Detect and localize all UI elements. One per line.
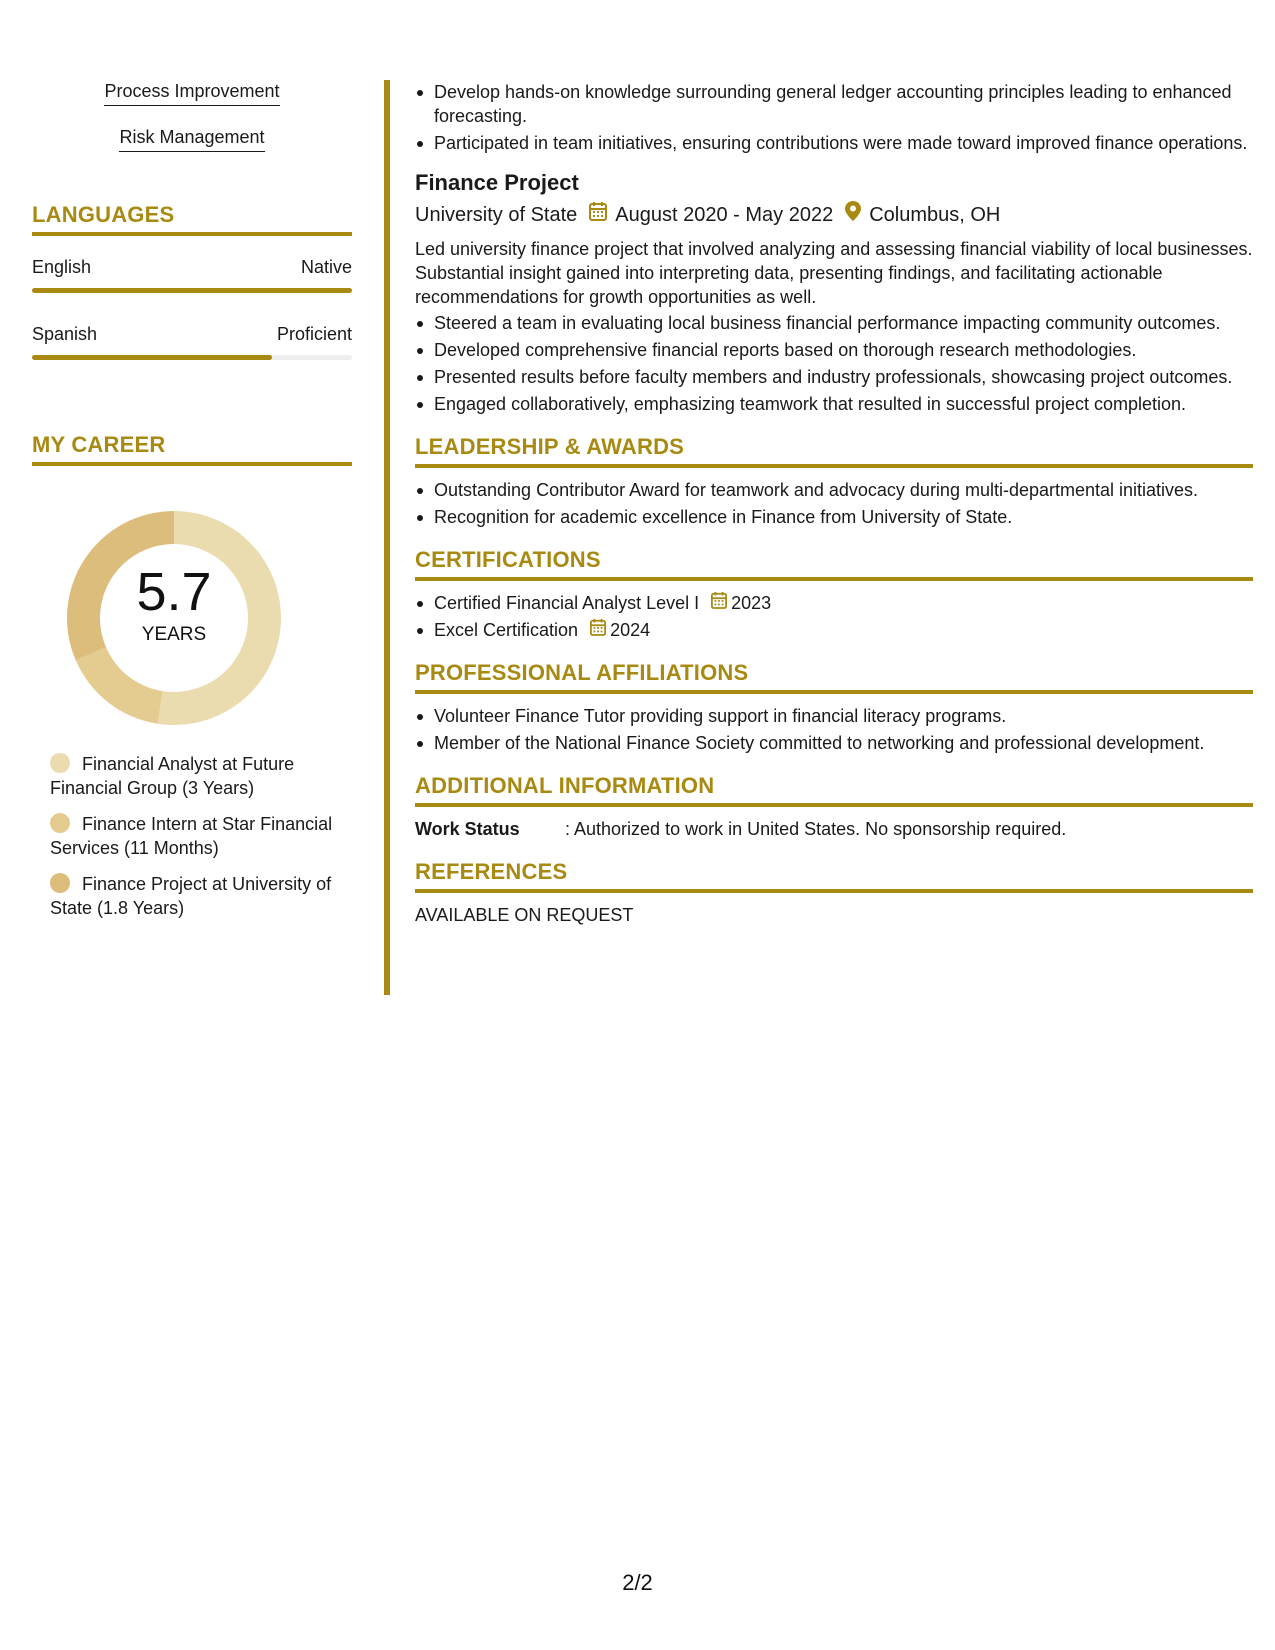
bullet-item: Engaged collaboratively, emphasizing teamwork that resulted in successful project completion. bbox=[415, 392, 1253, 416]
bullet-item: Develop hands-on knowledge surrounding general ledger accounting principles leading to enhanced forecasting. bbox=[415, 80, 1253, 128]
language-bar-fill bbox=[32, 288, 352, 293]
legend-label: Finance Intern at Star Financial Services (11 Months) bbox=[50, 814, 333, 858]
calendar-icon bbox=[590, 618, 606, 642]
language-item bbox=[32, 323, 352, 360]
donut-slice-1 bbox=[76, 647, 163, 723]
map-pin-icon bbox=[845, 201, 861, 229]
project-dates: August 2020 - May 2022 bbox=[615, 204, 834, 226]
work-status-row bbox=[415, 817, 1253, 841]
language-item bbox=[32, 256, 352, 293]
work-status-key: Work Status bbox=[415, 819, 520, 839]
bullet-item: Participated in team initiatives, ensuring contributions were made toward improved finance operations. bbox=[415, 131, 1253, 155]
cert-item bbox=[415, 591, 1253, 615]
bullet-item: Presented results before faculty members and industry professionals, showcasing project outcomes. bbox=[415, 365, 1253, 389]
cert-name: Certified Financial Analyst Level I bbox=[434, 593, 700, 613]
certifications-heading: CERTIFICATIONS bbox=[415, 547, 1253, 581]
legend-label: Financial Analyst at Future Financial Group (3 Years) bbox=[50, 754, 295, 798]
bullet-item: Member of the National Finance Society committed to networking and professional development. bbox=[415, 731, 1253, 755]
cert-item bbox=[415, 618, 1253, 642]
previous-job-bullets bbox=[415, 80, 1253, 155]
additional-heading: ADDITIONAL INFORMATION bbox=[415, 773, 1253, 807]
right-column bbox=[415, 80, 1253, 927]
legend-dot bbox=[50, 813, 70, 833]
language-name: English bbox=[32, 257, 92, 277]
legend-label: Finance Project at University of State (1.8 Years) bbox=[50, 874, 332, 918]
career-total: 5.7 bbox=[136, 562, 212, 622]
leadership-heading: LEADERSHIP & AWARDS bbox=[415, 434, 1253, 468]
skills-list bbox=[32, 80, 352, 172]
career-legend bbox=[32, 752, 352, 920]
language-bar bbox=[32, 355, 352, 360]
additional-section bbox=[415, 773, 1253, 841]
references-section bbox=[415, 859, 1253, 927]
cert-name: Excel Certification bbox=[434, 620, 579, 640]
career-unit: YEARS bbox=[141, 624, 207, 645]
left-column bbox=[32, 80, 352, 932]
legend-dot bbox=[50, 753, 70, 773]
legend-item bbox=[50, 872, 344, 920]
career-heading: MY CAREER bbox=[32, 432, 352, 466]
bullet-item: Volunteer Finance Tutor providing support in financial literacy programs. bbox=[415, 704, 1253, 728]
skill-item: Risk Management bbox=[119, 126, 264, 152]
project-title: Finance Project bbox=[415, 170, 579, 195]
project-bullets bbox=[415, 311, 1253, 416]
project-description: Led university finance project that involved analyzing and assessing financial viability of local businesses. Substantial insight gained into interpreting data, presenting findings, and facilitating actionable recommendations for growth opportunities as well. bbox=[415, 239, 1253, 307]
legend-dot bbox=[50, 873, 70, 893]
bullet-item: Steered a team in evaluating local business financial performance impacting community outcomes. bbox=[415, 311, 1253, 335]
cert-year: 2024 bbox=[610, 620, 651, 640]
project-org: University of State bbox=[415, 204, 578, 226]
page-number: 2/2 bbox=[622, 1570, 653, 1595]
language-level: Proficient bbox=[276, 324, 352, 344]
calendar-icon bbox=[589, 201, 607, 229]
affiliations-section bbox=[415, 660, 1253, 755]
bullet-item: Recognition for academic excellence in Finance from University of State. bbox=[415, 505, 1253, 529]
bullet-item: Outstanding Contributor Award for teamwork and advocacy during multi-departmental initiatives. bbox=[415, 478, 1253, 502]
bullet-item: Developed comprehensive financial reports based on thorough research methodologies. bbox=[415, 338, 1253, 362]
project-meta bbox=[415, 201, 1253, 229]
language-name: Spanish bbox=[32, 324, 98, 344]
work-status-value: : Authorized to work in United States. No sponsorship required. bbox=[565, 819, 1067, 839]
column-divider bbox=[384, 80, 390, 995]
language-bar bbox=[32, 288, 352, 293]
certifications-section bbox=[415, 547, 1253, 642]
references-heading: REFERENCES bbox=[415, 859, 1253, 893]
languages-heading: LANGUAGES bbox=[32, 202, 352, 236]
language-level: Native bbox=[300, 257, 352, 277]
cert-year: 2023 bbox=[731, 593, 772, 613]
affiliations-heading: PROFESSIONAL AFFILIATIONS bbox=[415, 660, 1253, 694]
references-text: AVAILABLE ON REQUEST bbox=[415, 905, 634, 925]
language-bar-fill bbox=[32, 355, 272, 360]
skill-item: Process Improvement bbox=[104, 80, 279, 106]
legend-item bbox=[50, 812, 344, 860]
calendar-icon bbox=[711, 591, 727, 615]
legend-item bbox=[50, 752, 344, 800]
project-location: Columbus, OH bbox=[869, 204, 1001, 226]
career-donut-chart bbox=[32, 486, 352, 746]
leadership-section bbox=[415, 434, 1253, 529]
